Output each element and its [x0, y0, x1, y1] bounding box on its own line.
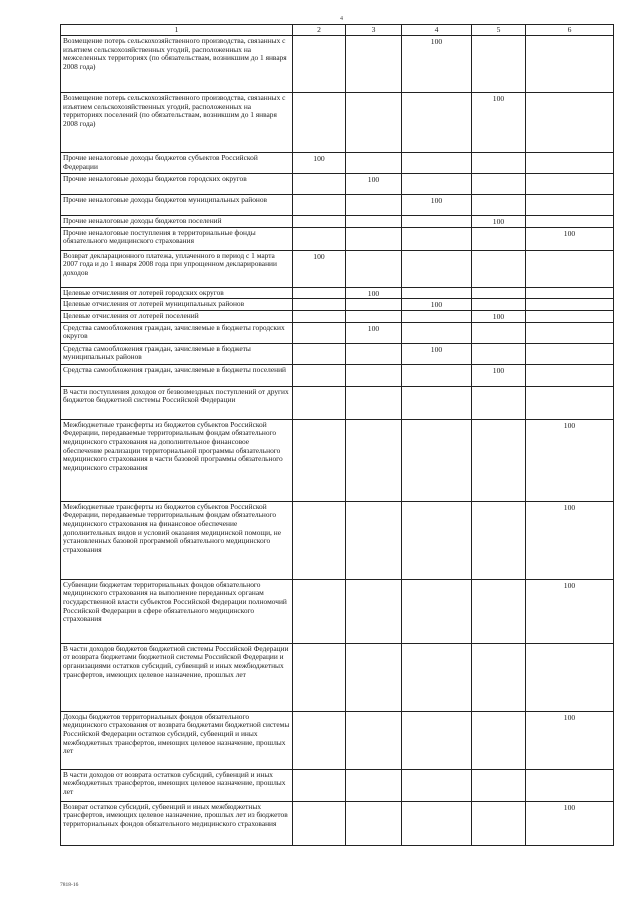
percent-cell-c3 [346, 311, 402, 323]
percent-cell-c3 [346, 216, 402, 228]
percent-cell-c3 [346, 153, 402, 174]
revenue-description: Средства самообложения граждан, зачисляемые в бюджеты муниципальных районов [61, 343, 293, 364]
percent-cell-c6 [526, 287, 614, 299]
table-row [61, 501, 614, 579]
header-cell: 4 [402, 25, 472, 36]
revenue-description: Прочие неналоговые доходы бюджетов поселений [61, 216, 293, 228]
percent-cell-c2 [293, 299, 346, 311]
percent-cell-c5 [472, 36, 526, 93]
percent-cell-c6 [526, 343, 614, 364]
table-row [61, 195, 614, 216]
table-row [61, 343, 614, 364]
revenue-description: Прочие неналоговые доходы бюджетов субъектов Российской Федерации [61, 153, 293, 174]
percent-cell-c5 [472, 153, 526, 174]
percent-cell-c3: 100 [346, 174, 402, 195]
percent-cell-c4 [402, 216, 472, 228]
percent-cell-c6 [526, 643, 614, 711]
percent-cell-c2 [293, 419, 346, 501]
percent-cell-c3 [346, 227, 402, 250]
percent-cell-c5 [472, 195, 526, 216]
percent-cell-c6: 100 [526, 711, 614, 769]
revenue-description: Средства самообложения граждан, зачисляемые в бюджеты поселений [61, 364, 293, 386]
percent-cell-c5 [472, 801, 526, 845]
percent-cell-c5: 100 [472, 93, 526, 153]
percent-cell-c5 [472, 386, 526, 419]
percent-cell-c4 [402, 153, 472, 174]
percent-cell-c6 [526, 769, 614, 801]
percent-cell-c3 [346, 501, 402, 579]
percent-cell-c2 [293, 36, 346, 93]
revenue-description: В части доходов от возврата остатков субсидий, субвенций и иных межбюджетных трансфертов, имеющих целевое назначение, прошлых лет [61, 769, 293, 801]
percent-cell-c2 [293, 343, 346, 364]
percent-cell-c6 [526, 311, 614, 323]
table-row [61, 711, 614, 769]
percent-cell-c3 [346, 769, 402, 801]
percent-cell-c2: 100 [293, 250, 346, 287]
header-row [61, 25, 614, 36]
percent-cell-c4 [402, 579, 472, 643]
header-cell: 3 [346, 25, 402, 36]
percent-cell-c4: 100 [402, 195, 472, 216]
percent-cell-c3 [346, 801, 402, 845]
revenue-description: Возмещение потерь сельскохозяйственного производства, связанных с изъятием сельскохозяйственных угодий, расположенных на территориях поселений (по обязательствам, возникшим до 1 января 2008 года) [61, 93, 293, 153]
table-row [61, 322, 614, 343]
percent-cell-c2 [293, 227, 346, 250]
revenue-description: Прочие неналоговые поступления в территориальные фонды обязательного медицинского страхования [61, 227, 293, 250]
percent-cell-c4: 100 [402, 36, 472, 93]
percent-cell-c4 [402, 322, 472, 343]
percent-cell-c5 [472, 299, 526, 311]
page-mark: 4 [340, 16, 343, 22]
revenue-description: Средства самообложения граждан, зачисляемые в бюджеты городских округов [61, 322, 293, 343]
revenue-description: Межбюджетные трансферты из бюджетов субъектов Российской Федерации, передаваемые территориальным фондам обязательного медицинского страхования на финансовое обеспечение дополнительных видов и условий оказания медицинской помощи, не установленных базовой программой обязательного медицинского страхования [61, 501, 293, 579]
percent-cell-c5 [472, 343, 526, 364]
percent-cell-c5: 100 [472, 364, 526, 386]
percent-cell-c4 [402, 643, 472, 711]
percent-cell-c6 [526, 195, 614, 216]
percent-cell-c2 [293, 216, 346, 228]
percent-cell-c3 [346, 386, 402, 419]
percent-cell-c5 [472, 643, 526, 711]
percent-cell-c3 [346, 419, 402, 501]
revenue-description: Субвенции бюджетам территориальных фондов обязательного медицинского страхования на выполнение переданных органам государственной власти субъектов Российской Федерации полномочий Российской Федерации в сфере обязательного медицинского страхования [61, 579, 293, 643]
percent-cell-c5 [472, 227, 526, 250]
percent-cell-c5: 100 [472, 311, 526, 323]
percent-cell-c2 [293, 801, 346, 845]
revenue-description: Целевые отчисления от лотерей муниципальных районов [61, 299, 293, 311]
percent-cell-c5 [472, 579, 526, 643]
budget-revenue-table [60, 24, 614, 846]
percent-cell-c3 [346, 93, 402, 153]
percent-cell-c5 [472, 769, 526, 801]
table-row [61, 250, 614, 287]
percent-cell-c6 [526, 93, 614, 153]
percent-cell-c5 [472, 287, 526, 299]
percent-cell-c5 [472, 174, 526, 195]
percent-cell-c6 [526, 36, 614, 93]
table-row [61, 643, 614, 711]
table-row [61, 801, 614, 845]
table-row [61, 299, 614, 311]
revenue-description: Межбюджетные трансферты из бюджетов субъектов Российской Федерации, передаваемые территориальным фондам обязательного медицинского страхования на дополнительное финансовое обеспечение реализации территориальной программы обязательного медицинского страхования в части базовой программы обязательного медицинского страхования [61, 419, 293, 501]
percent-cell-c2: 100 [293, 153, 346, 174]
percent-cell-c4 [402, 311, 472, 323]
percent-cell-c6 [526, 322, 614, 343]
revenue-description: Доходы бюджетов территориальных фондов обязательного медицинского страхования от возврата бюджетами бюджетной системы Российской Федерации остатков субсидий, субвенций и иных межбюджетных трансфертов, имеющих целевое назначение, прошлых лет [61, 711, 293, 769]
percent-cell-c6 [526, 216, 614, 228]
percent-cell-c2 [293, 364, 346, 386]
percent-cell-c6: 100 [526, 579, 614, 643]
percent-cell-c3 [346, 364, 402, 386]
percent-cell-c2 [293, 579, 346, 643]
percent-cell-c4 [402, 364, 472, 386]
percent-cell-c2 [293, 311, 346, 323]
percent-cell-c6 [526, 364, 614, 386]
percent-cell-c6: 100 [526, 419, 614, 501]
percent-cell-c3 [346, 643, 402, 711]
footer-code: 7818-16 [60, 882, 79, 888]
percent-cell-c6: 100 [526, 501, 614, 579]
revenue-description: Прочие неналоговые доходы бюджетов муниципальных районов [61, 195, 293, 216]
percent-cell-c2 [293, 93, 346, 153]
percent-cell-c2 [293, 195, 346, 216]
table-row [61, 36, 614, 93]
table-row [61, 419, 614, 501]
percent-cell-c3: 100 [346, 322, 402, 343]
percent-cell-c4 [402, 227, 472, 250]
percent-cell-c4 [402, 386, 472, 419]
percent-cell-c2 [293, 769, 346, 801]
percent-cell-c4: 100 [402, 299, 472, 311]
table-row [61, 579, 614, 643]
table-row [61, 216, 614, 228]
percent-cell-c3 [346, 579, 402, 643]
percent-cell-c3 [346, 343, 402, 364]
percent-cell-c2 [293, 711, 346, 769]
table-row [61, 311, 614, 323]
percent-cell-c5 [472, 711, 526, 769]
percent-cell-c4 [402, 419, 472, 501]
table-row [61, 227, 614, 250]
header-cell: 5 [472, 25, 526, 36]
table-row [61, 153, 614, 174]
table-row [61, 769, 614, 801]
percent-cell-c2 [293, 501, 346, 579]
table-row [61, 93, 614, 153]
percent-cell-c5 [472, 250, 526, 287]
percent-cell-c2 [293, 174, 346, 195]
percent-cell-c6 [526, 386, 614, 419]
percent-cell-c4: 100 [402, 343, 472, 364]
table-row [61, 174, 614, 195]
percent-cell-c4 [402, 769, 472, 801]
percent-cell-c4 [402, 501, 472, 579]
table-row [61, 364, 614, 386]
revenue-description: Возмещение потерь сельскохозяйственного производства, связанных с изъятием сельскохозяйственных угодий, расположенных на межселенных территориях (по обязательствам, возникшим до 1 января 2008 года) [61, 36, 293, 93]
percent-cell-c6: 100 [526, 227, 614, 250]
percent-cell-c6 [526, 153, 614, 174]
percent-cell-c4 [402, 174, 472, 195]
percent-cell-c4 [402, 711, 472, 769]
percent-cell-c3 [346, 195, 402, 216]
percent-cell-c5: 100 [472, 216, 526, 228]
revenue-description: Возврат остатков субсидий, субвенций и иных межбюджетных трансфертов, имеющих целевое назначение, прошлых лет из бюджетов территориальных фондов обязательного медицинского страхования [61, 801, 293, 845]
revenue-description: В части доходов бюджетов бюджетной системы Российской Федерации от возврата бюджетами бюджетной системы Российской Федерации и организациями остатков субсидий, субвенций и иных межбюджетных трансфертов, имеющих целевое назначение, прошлых лет [61, 643, 293, 711]
table-row [61, 287, 614, 299]
percent-cell-c6 [526, 299, 614, 311]
percent-cell-c3 [346, 711, 402, 769]
percent-cell-c5 [472, 501, 526, 579]
percent-cell-c5 [472, 322, 526, 343]
percent-cell-c2 [293, 386, 346, 419]
percent-cell-c3: 100 [346, 287, 402, 299]
header-cell: 6 [526, 25, 614, 36]
revenue-description: Прочие неналоговые доходы бюджетов городских округов [61, 174, 293, 195]
header-cell: 1 [61, 25, 293, 36]
revenue-description: Целевые отчисления от лотерей поселений [61, 311, 293, 323]
revenue-description: Целевые отчисления от лотерей городских округов [61, 287, 293, 299]
percent-cell-c3 [346, 36, 402, 93]
percent-cell-c4 [402, 93, 472, 153]
percent-cell-c4 [402, 287, 472, 299]
percent-cell-c4 [402, 250, 472, 287]
percent-cell-c6 [526, 174, 614, 195]
percent-cell-c4 [402, 801, 472, 845]
percent-cell-c2 [293, 287, 346, 299]
revenue-description: В части поступления доходов от безвозмездных поступлений от других бюджетов бюджетной системы Российской Федерации [61, 386, 293, 419]
percent-cell-c2 [293, 643, 346, 711]
percent-cell-c2 [293, 322, 346, 343]
percent-cell-c6 [526, 250, 614, 287]
table-row [61, 386, 614, 419]
revenue-description: Возврат декларационного платежа, уплаченного в период с 1 марта 2007 года и до 1 января 2008 года при упрощенном декларировании доходов [61, 250, 293, 287]
header-cell: 2 [293, 25, 346, 36]
percent-cell-c5 [472, 419, 526, 501]
percent-cell-c6: 100 [526, 801, 614, 845]
percent-cell-c3 [346, 250, 402, 287]
percent-cell-c3 [346, 299, 402, 311]
